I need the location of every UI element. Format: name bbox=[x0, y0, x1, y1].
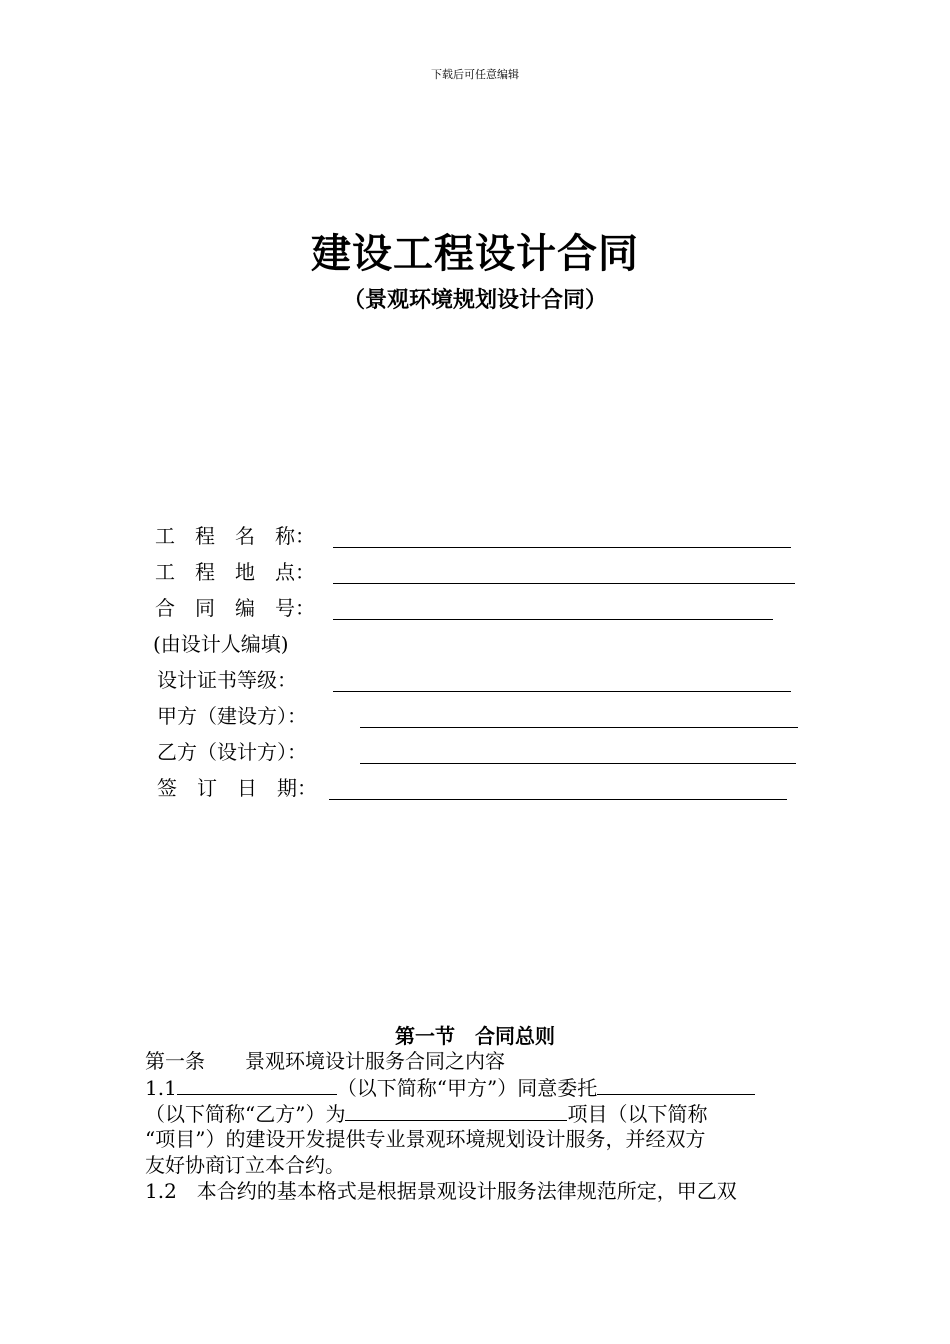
field-label: 乙方（设计方）： bbox=[157, 740, 307, 764]
field-project-location bbox=[155, 558, 800, 586]
blank-line[interactable] bbox=[333, 619, 773, 620]
blank-line[interactable] bbox=[333, 583, 795, 584]
field-party-a bbox=[157, 702, 802, 730]
field-note bbox=[153, 630, 353, 658]
paragraph-text: （以下简称“乙方”）为 bbox=[145, 1102, 346, 1126]
field-label: 工 程 地 点： bbox=[155, 560, 315, 584]
field-label: 甲方（建设方）： bbox=[157, 704, 307, 728]
paragraph-line-2 bbox=[145, 1100, 707, 1127]
paragraph-text: （以下简称“甲方”）同意委托 bbox=[336, 1076, 598, 1100]
field-contract-number bbox=[155, 594, 775, 622]
blank-line[interactable] bbox=[177, 1074, 337, 1095]
article-heading: 第一条 景观环境设计服务合同之内容 bbox=[145, 1049, 505, 1073]
field-label: 设计证书等级： bbox=[157, 668, 297, 692]
header-note: 下载后可任意编辑 bbox=[431, 68, 519, 81]
field-project-name bbox=[155, 522, 795, 550]
clause-number: 1.1 bbox=[145, 1076, 177, 1100]
blank-line[interactable] bbox=[360, 727, 798, 728]
paragraph-line-1 bbox=[145, 1074, 755, 1101]
document-subtitle: （景观环境规划设计合同） bbox=[342, 287, 607, 313]
field-label: 合 同 编 号： bbox=[155, 596, 315, 620]
blank-line[interactable] bbox=[597, 1074, 755, 1095]
section-title: 第一节 合同总则 bbox=[395, 1024, 555, 1048]
blank-line[interactable] bbox=[345, 1100, 567, 1121]
blank-line[interactable] bbox=[333, 547, 791, 548]
paragraph-line-5: 1.2 本合约的基本格式是根据景观设计服务法律规范所定，甲乙双 bbox=[145, 1179, 737, 1203]
field-sign-date bbox=[157, 774, 797, 802]
blank-line[interactable] bbox=[360, 763, 796, 764]
field-note-text: (由设计人编填) bbox=[153, 632, 289, 656]
blank-line[interactable] bbox=[329, 799, 787, 800]
paragraph-line-3: “项目”）的建设开发提供专业景观环境规划设计服务，并经双方 bbox=[145, 1127, 706, 1151]
field-label: 签 订 日 期： bbox=[157, 776, 317, 800]
document-title: 建设工程设计合同 bbox=[311, 230, 639, 277]
field-certificate-level bbox=[157, 666, 797, 694]
field-label: 工 程 名 称： bbox=[155, 524, 315, 548]
paragraph-text: 项目（以下简称 bbox=[567, 1102, 708, 1126]
blank-line[interactable] bbox=[333, 691, 791, 692]
field-party-b bbox=[157, 738, 802, 766]
paragraph-line-4: 友好协商订立本合约。 bbox=[145, 1153, 345, 1177]
